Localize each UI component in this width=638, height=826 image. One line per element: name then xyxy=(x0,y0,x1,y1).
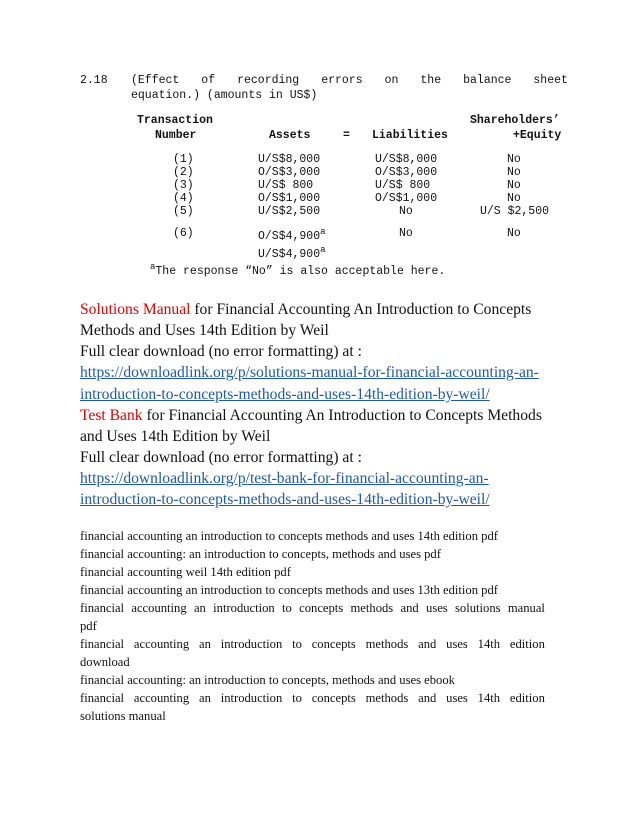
keyword-word: methods xyxy=(365,691,409,705)
testbank-line1-text: for Financial Accounting An Introduction to Concepts Methods xyxy=(142,407,542,424)
row-assets-value: O/S$4,900 xyxy=(258,230,321,243)
footnote-marker: a xyxy=(320,245,326,255)
header-equals: = xyxy=(343,129,350,142)
testbank-link[interactable]: https://downloadlink.org/p/test-bank-for-financial-accounting-an- xyxy=(80,470,489,487)
testbank-link[interactable]: introduction-to-concepts-methods-and-uses-14th-edition-by-weil/ xyxy=(80,491,490,508)
keyword-word: methods xyxy=(350,601,394,615)
header-shareholders: Shareholders’ xyxy=(470,114,560,127)
keyword-word: to xyxy=(292,637,302,651)
keyword-line: financial accounting an introduction to concepts methods and uses 14th edition pdf xyxy=(80,529,498,543)
keyword-word: accounting xyxy=(131,601,187,615)
keyword-word: concepts xyxy=(311,637,356,651)
keyword-word: financial xyxy=(80,637,125,651)
keyword-line: pdf xyxy=(80,619,97,633)
row-equity: U/S $2,500 xyxy=(480,205,550,218)
keyword-line: financial accounting: an introduction to concepts, methods and uses pdf xyxy=(80,547,441,561)
keyword-word: 14th xyxy=(477,691,501,705)
row-assets: U/S$ 800 xyxy=(258,179,314,192)
row-equity: No xyxy=(507,227,521,240)
row-equity: No xyxy=(507,153,521,166)
keyword-line xyxy=(80,637,545,652)
row-liabilities: U/S$8,000 xyxy=(375,153,438,166)
keyword-word: and xyxy=(418,637,437,651)
header-number: Number xyxy=(155,129,197,142)
row-number: (4) xyxy=(173,192,194,205)
row-assets: O/S$1,000 xyxy=(258,192,321,205)
keyword-line: download xyxy=(80,655,130,669)
row-liabilities: No xyxy=(399,227,413,240)
keyword-word: solutions xyxy=(455,601,501,615)
keyword-word: financial xyxy=(80,601,125,615)
keyword-word: 14th xyxy=(477,637,501,651)
row-equity: No xyxy=(507,192,521,205)
footnote-marker: a xyxy=(320,227,326,237)
header-transaction: Transaction xyxy=(137,114,213,127)
keyword-word: to xyxy=(282,601,292,615)
row-liabilities: No xyxy=(399,205,413,218)
keyword-line: financial accounting an introduction to concepts methods and uses 13th edition pdf xyxy=(80,583,498,597)
keyword-word: an xyxy=(198,691,211,705)
row-number: (1) xyxy=(173,153,194,166)
keyword-word: methods xyxy=(365,637,409,651)
solutions-manual-label: Solutions Manual xyxy=(80,301,191,318)
row-liabilities: U/S$ 800 xyxy=(375,179,431,192)
solutions-line1 xyxy=(80,299,531,320)
problem-word: recording xyxy=(237,74,300,87)
keyword-word: introduction xyxy=(220,637,283,651)
keyword-word: manual xyxy=(507,601,545,615)
row-equity: No xyxy=(507,179,521,192)
keyword-word: to xyxy=(292,691,302,705)
keyword-word: uses xyxy=(426,601,448,615)
problem-word: balance xyxy=(463,74,512,87)
keyword-word: and xyxy=(418,691,437,705)
footnote-marker: a xyxy=(150,262,156,272)
footnote xyxy=(150,262,445,278)
keyword-word: uses xyxy=(446,637,468,651)
keyword-word: accounting xyxy=(133,637,190,651)
extra-assets-row xyxy=(258,245,326,261)
row-number: (2) xyxy=(173,166,194,179)
keyword-word: an xyxy=(198,637,211,651)
footnote-text: The response “No” is also acceptable here. xyxy=(155,265,446,278)
problem-word: (Effect xyxy=(131,74,180,87)
row-equity: No xyxy=(507,166,521,179)
keyword-word: and xyxy=(400,601,419,615)
keyword-word: edition xyxy=(509,637,545,651)
keyword-line xyxy=(80,691,545,706)
keyword-word: uses xyxy=(446,691,468,705)
header-assets: Assets xyxy=(269,129,311,142)
row-assets: O/S$3,000 xyxy=(258,166,321,179)
problem-title-line1 xyxy=(131,74,568,87)
solutions-line1-text: for Financial Accounting An Introduction to Concepts xyxy=(190,301,532,318)
header-equity: +Equity xyxy=(513,129,562,142)
problem-word: on xyxy=(384,74,399,87)
problem-word: of xyxy=(201,74,216,87)
problem-word: the xyxy=(420,74,442,87)
solutions-link[interactable]: introduction-to-concepts-methods-and-uses-14th-edition-by-weil/ xyxy=(80,386,490,403)
testbank-line1 xyxy=(80,405,542,426)
testbank-line2: and Uses 14th Edition by Weil xyxy=(80,428,271,445)
solutions-line2: Methods and Uses 14th Edition by Weil xyxy=(80,322,329,339)
keyword-word: concepts xyxy=(299,601,344,615)
keyword-line: solutions manual xyxy=(80,709,166,723)
test-bank-label: Test Bank xyxy=(80,407,143,424)
keyword-word: introduction xyxy=(220,691,283,705)
header-liabilities: Liabilities xyxy=(372,129,448,142)
row-assets xyxy=(258,227,326,243)
problem-number: 2.18 xyxy=(80,74,108,87)
row-assets-value: U/S$4,900 xyxy=(258,248,321,261)
row-assets: U/S$8,000 xyxy=(258,153,321,166)
keyword-word: an xyxy=(193,601,206,615)
solutions-link[interactable]: https://downloadlink.org/p/solutions-manual-for-financial-accounting-an- xyxy=(80,364,539,381)
keyword-word: accounting xyxy=(133,691,190,705)
keyword-line: financial accounting: an introduction to concepts, methods and uses ebook xyxy=(80,673,455,687)
keyword-line: financial accounting weil 14th edition pdf xyxy=(80,565,291,579)
row-assets: U/S$2,500 xyxy=(258,205,321,218)
problem-word: sheet xyxy=(533,74,568,87)
row-number: (5) xyxy=(173,205,194,218)
keyword-word: introduction xyxy=(213,601,275,615)
row-number: (6) xyxy=(173,227,194,240)
problem-title-line2: equation.) (amounts in US$) xyxy=(131,89,318,102)
problem-word: errors xyxy=(321,74,363,87)
testbank-line3: Full clear download (no error formatting) at : xyxy=(80,449,362,466)
keyword-line xyxy=(80,601,545,616)
keyword-word: financial xyxy=(80,691,125,705)
row-liabilities: O/S$3,000 xyxy=(375,166,438,179)
row-liabilities: O/S$1,000 xyxy=(375,192,438,205)
keyword-word: edition xyxy=(509,691,545,705)
keyword-word: concepts xyxy=(311,691,356,705)
solutions-line3: Full clear download (no error formatting) at : xyxy=(80,343,362,360)
row-number: (3) xyxy=(173,179,194,192)
